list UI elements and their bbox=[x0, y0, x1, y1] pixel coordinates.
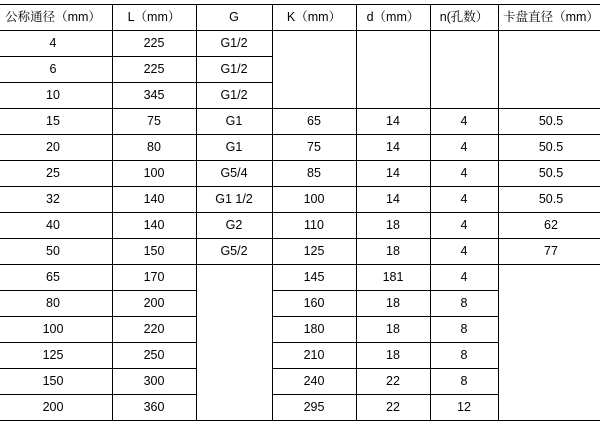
cell-length: 170 bbox=[112, 265, 196, 291]
column-header-hole-diameter: d（mm） bbox=[356, 5, 430, 31]
cell-chuck-diameter bbox=[498, 317, 600, 343]
table-header-row bbox=[0, 5, 600, 31]
cell-hole-count: 12 bbox=[430, 395, 498, 421]
cell-length: 200 bbox=[112, 291, 196, 317]
column-header-thread: G bbox=[196, 5, 272, 31]
cell-hole-count: 8 bbox=[430, 291, 498, 317]
cell-thread: G1/2 bbox=[196, 57, 272, 83]
cell-length: 360 bbox=[112, 395, 196, 421]
cell-length: 100 bbox=[112, 161, 196, 187]
column-header-chuck-diameter: 卡盘直径（mm） bbox=[498, 5, 600, 31]
cell-nominal-diameter: 15 bbox=[0, 109, 112, 135]
cell-hole-diameter: 18 bbox=[356, 291, 430, 317]
cell-chuck-diameter: 50.5 bbox=[498, 161, 600, 187]
cell-nominal-diameter: 65 bbox=[0, 265, 112, 291]
cell-hole-diameter bbox=[356, 83, 430, 109]
cell-chuck-diameter bbox=[498, 343, 600, 369]
table-row bbox=[0, 239, 600, 265]
cell-nominal-diameter: 80 bbox=[0, 291, 112, 317]
cell-thread: G1 1/2 bbox=[196, 187, 272, 213]
table-row bbox=[0, 291, 600, 317]
cell-nominal-diameter: 10 bbox=[0, 83, 112, 109]
column-header-bolt-circle: K（mm） bbox=[272, 5, 356, 31]
cell-hole-count: 4 bbox=[430, 135, 498, 161]
dimension-spec-table bbox=[0, 4, 600, 421]
cell-hole-diameter: 22 bbox=[356, 395, 430, 421]
cell-bolt-circle: 100 bbox=[272, 187, 356, 213]
cell-thread bbox=[196, 369, 272, 395]
cell-hole-count: 4 bbox=[430, 187, 498, 213]
cell-bolt-circle: 295 bbox=[272, 395, 356, 421]
cell-bolt-circle: 180 bbox=[272, 317, 356, 343]
cell-thread: G1/2 bbox=[196, 83, 272, 109]
cell-bolt-circle: 145 bbox=[272, 265, 356, 291]
cell-chuck-diameter bbox=[498, 291, 600, 317]
cell-bolt-circle: 160 bbox=[272, 291, 356, 317]
cell-nominal-diameter: 32 bbox=[0, 187, 112, 213]
cell-chuck-diameter: 77 bbox=[498, 239, 600, 265]
cell-hole-count bbox=[430, 57, 498, 83]
cell-hole-count bbox=[430, 83, 498, 109]
cell-nominal-diameter: 40 bbox=[0, 213, 112, 239]
cell-nominal-diameter: 4 bbox=[0, 31, 112, 57]
cell-chuck-diameter bbox=[498, 57, 600, 83]
cell-hole-diameter: 181 bbox=[356, 265, 430, 291]
cell-chuck-diameter bbox=[498, 265, 600, 291]
cell-length: 140 bbox=[112, 213, 196, 239]
cell-nominal-diameter: 100 bbox=[0, 317, 112, 343]
table-row bbox=[0, 135, 600, 161]
table-row bbox=[0, 31, 600, 57]
column-header-hole-count: n(孔数） bbox=[430, 5, 498, 31]
cell-length: 150 bbox=[112, 239, 196, 265]
cell-length: 140 bbox=[112, 187, 196, 213]
cell-length: 300 bbox=[112, 369, 196, 395]
cell-hole-diameter bbox=[356, 57, 430, 83]
cell-nominal-diameter: 50 bbox=[0, 239, 112, 265]
table-row bbox=[0, 57, 600, 83]
cell-chuck-diameter bbox=[498, 369, 600, 395]
cell-bolt-circle: 75 bbox=[272, 135, 356, 161]
cell-hole-diameter bbox=[356, 31, 430, 57]
cell-hole-diameter: 14 bbox=[356, 187, 430, 213]
cell-bolt-circle: 65 bbox=[272, 109, 356, 135]
table-row bbox=[0, 187, 600, 213]
table-row bbox=[0, 265, 600, 291]
cell-bolt-circle: 210 bbox=[272, 343, 356, 369]
table-row bbox=[0, 109, 600, 135]
table-row bbox=[0, 83, 600, 109]
cell-hole-count: 4 bbox=[430, 161, 498, 187]
cell-thread bbox=[196, 317, 272, 343]
table-row bbox=[0, 161, 600, 187]
cell-thread: G1 bbox=[196, 109, 272, 135]
cell-thread bbox=[196, 265, 272, 291]
cell-thread bbox=[196, 395, 272, 421]
cell-nominal-diameter: 6 bbox=[0, 57, 112, 83]
cell-length: 225 bbox=[112, 57, 196, 83]
cell-hole-diameter: 18 bbox=[356, 343, 430, 369]
table-row bbox=[0, 213, 600, 239]
cell-thread: G5/2 bbox=[196, 239, 272, 265]
cell-hole-diameter: 18 bbox=[356, 317, 430, 343]
cell-length: 225 bbox=[112, 31, 196, 57]
cell-hole-count: 4 bbox=[430, 213, 498, 239]
cell-bolt-circle bbox=[272, 83, 356, 109]
column-header-length: L（mm） bbox=[112, 5, 196, 31]
cell-bolt-circle bbox=[272, 31, 356, 57]
table-row bbox=[0, 369, 600, 395]
cell-nominal-diameter: 25 bbox=[0, 161, 112, 187]
cell-hole-diameter: 18 bbox=[356, 239, 430, 265]
table-row bbox=[0, 317, 600, 343]
cell-thread bbox=[196, 291, 272, 317]
cell-nominal-diameter: 200 bbox=[0, 395, 112, 421]
cell-length: 345 bbox=[112, 83, 196, 109]
cell-bolt-circle: 85 bbox=[272, 161, 356, 187]
cell-hole-count: 8 bbox=[430, 343, 498, 369]
table-row bbox=[0, 343, 600, 369]
cell-hole-count: 4 bbox=[430, 109, 498, 135]
cell-thread: G5/4 bbox=[196, 161, 272, 187]
cell-nominal-diameter: 20 bbox=[0, 135, 112, 161]
cell-nominal-diameter: 125 bbox=[0, 343, 112, 369]
cell-hole-diameter: 18 bbox=[356, 213, 430, 239]
cell-hole-count: 8 bbox=[430, 317, 498, 343]
cell-bolt-circle: 110 bbox=[272, 213, 356, 239]
cell-hole-count: 8 bbox=[430, 369, 498, 395]
cell-thread: G1 bbox=[196, 135, 272, 161]
cell-hole-count: 4 bbox=[430, 239, 498, 265]
cell-hole-count bbox=[430, 31, 498, 57]
cell-chuck-diameter bbox=[498, 31, 600, 57]
cell-thread bbox=[196, 343, 272, 369]
cell-length: 80 bbox=[112, 135, 196, 161]
cell-hole-diameter: 22 bbox=[356, 369, 430, 395]
column-header-nominal-diameter: 公称通径（mm） bbox=[0, 5, 112, 31]
cell-thread: G2 bbox=[196, 213, 272, 239]
cell-chuck-diameter: 62 bbox=[498, 213, 600, 239]
cell-chuck-diameter: 50.5 bbox=[498, 135, 600, 161]
cell-hole-diameter: 14 bbox=[356, 135, 430, 161]
cell-hole-diameter: 14 bbox=[356, 161, 430, 187]
cell-hole-diameter: 14 bbox=[356, 109, 430, 135]
cell-thread: G1/2 bbox=[196, 31, 272, 57]
cell-length: 220 bbox=[112, 317, 196, 343]
cell-bolt-circle: 240 bbox=[272, 369, 356, 395]
cell-chuck-diameter: 50.5 bbox=[498, 109, 600, 135]
cell-bolt-circle bbox=[272, 57, 356, 83]
cell-chuck-diameter bbox=[498, 395, 600, 421]
cell-hole-count: 4 bbox=[430, 265, 498, 291]
cell-bolt-circle: 125 bbox=[272, 239, 356, 265]
table-row bbox=[0, 395, 600, 421]
cell-length: 250 bbox=[112, 343, 196, 369]
cell-nominal-diameter: 150 bbox=[0, 369, 112, 395]
cell-length: 75 bbox=[112, 109, 196, 135]
cell-chuck-diameter bbox=[498, 83, 600, 109]
cell-chuck-diameter: 50.5 bbox=[498, 187, 600, 213]
